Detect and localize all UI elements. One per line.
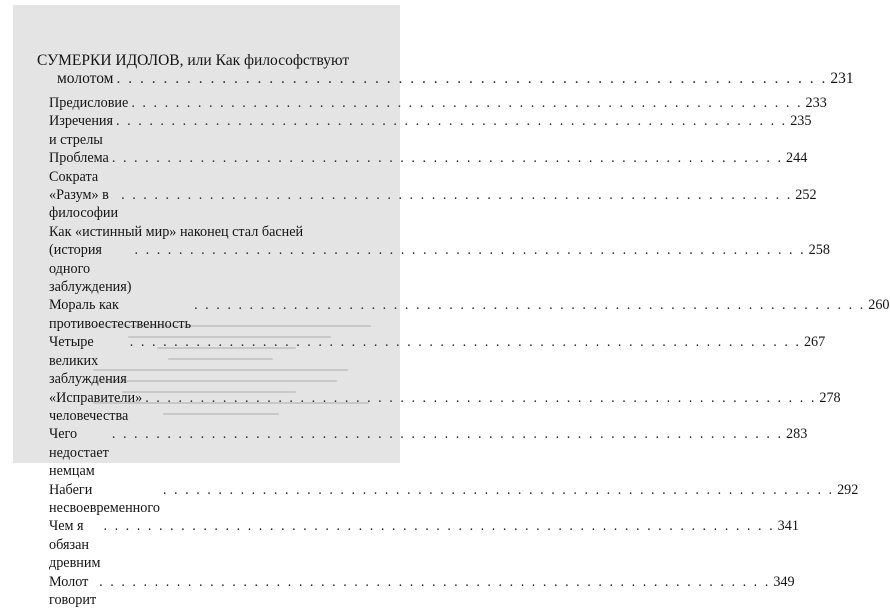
toc-entry-title: Проблема Сократа — [49, 150, 109, 185]
dot-leader — [103, 517, 774, 535]
toc-entry-title: Молот говорит — [49, 573, 97, 608]
dot-leader — [121, 186, 792, 204]
toc-entry — [49, 573, 795, 609]
dot-leader — [131, 94, 802, 112]
toc-entry-page: 252 — [795, 187, 817, 204]
toc-entry — [49, 333, 826, 388]
toc-entry-multiline — [49, 241, 830, 296]
toc-entry-title: Набеги несвоевременного — [49, 481, 160, 516]
toc-entry-title: Предисловие — [49, 95, 129, 111]
toc-entry-page: 244 — [786, 150, 808, 167]
toc-entry — [49, 481, 859, 518]
toc-entry — [49, 296, 890, 333]
toc-entry-title-line1: Как «истинный мир» наконец стал басней — [49, 223, 304, 240]
dot-leader — [112, 425, 783, 443]
table-of-contents — [37, 52, 890, 609]
dot-leader — [194, 296, 865, 314]
toc-entry — [49, 112, 812, 149]
toc-entry-title: Чего недостает немцам — [49, 426, 109, 480]
toc-entry-title: Четыре великих заблуждения — [49, 334, 127, 388]
section-title-line1: СУМЕРКИ ИДОЛОВ, или Как философствуют — [37, 52, 350, 69]
toc-entry-page: 260 — [868, 297, 890, 314]
section-page-number: 231 — [830, 70, 854, 87]
dot-leader — [112, 149, 783, 167]
toc-entry — [49, 186, 817, 223]
toc-entry — [49, 389, 841, 426]
toc-entry-page: 233 — [805, 95, 827, 111]
toc-entry-page: 283 — [786, 426, 808, 443]
toc-entry-title: «Исправители» человечества — [49, 389, 143, 424]
toc-entry-title: Изречения и стрелы — [49, 113, 114, 148]
toc-entry-page: 267 — [803, 334, 826, 351]
toc-entry — [49, 517, 799, 572]
toc-entry-title-line2: (история одного заблуждения) — [49, 242, 132, 296]
section-title-line2-row — [57, 70, 854, 88]
toc-entry-title: «Разум» в философии — [49, 187, 119, 222]
dot-leader — [99, 573, 770, 591]
dot-leader — [135, 241, 806, 259]
toc-entry-page: 341 — [777, 518, 799, 535]
toc-entry-page: 258 — [808, 242, 830, 259]
dot-leader — [116, 112, 787, 130]
dot-leader — [116, 70, 827, 88]
toc-entry — [49, 149, 808, 186]
book-page — [13, 5, 890, 608]
toc-entry — [49, 425, 808, 480]
toc-section-heading — [37, 52, 854, 88]
dot-leader — [163, 481, 834, 499]
dot-leader — [145, 389, 816, 407]
toc-entry-page: 292 — [837, 481, 859, 498]
section-title-line2: молотом — [57, 70, 114, 87]
dot-leader — [130, 333, 801, 351]
toc-entry-page: 235 — [790, 113, 812, 130]
toc-entry-title: Мораль как противоестественность — [49, 297, 192, 332]
toc-entry — [49, 94, 827, 112]
toc-entry-title: Чем я обязан древним — [49, 518, 101, 572]
toc-entry-page: 349 — [773, 573, 795, 590]
toc-entry-page: 278 — [819, 389, 841, 406]
